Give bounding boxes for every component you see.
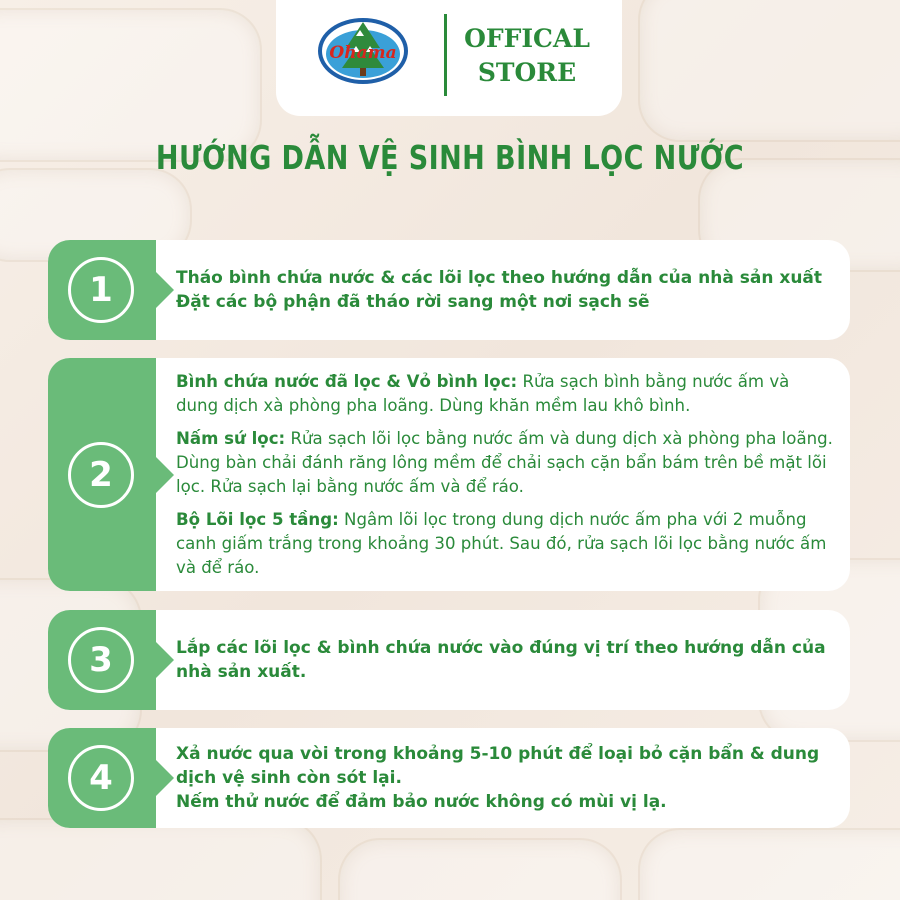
header-card [276,0,622,116]
step-number-badge: 2 [68,442,134,508]
step-number-tab [48,358,156,591]
official-store-label [462,22,592,90]
step-line: nhà sản xuất. [176,662,307,682]
logo-text: Ohama [329,43,397,63]
page-title: HƯỚNG DẪN VỆ SINH BÌNH LỌC NƯỚC [155,138,745,177]
step-number-tab [48,728,156,828]
store-line-2: STORE [477,58,577,87]
step-line: Xả nước qua vòi trong khoảng 5-10 phút để loại bỏ cặn bẩn & dung [176,744,820,764]
paragraph-text: Ngâm lõi lọc trong dung dịch nước ấm pha với 2 muỗng canh giấm trắng trong khoảng 30 phút. Sau đó, rửa sạch lõi lọc bằng nước ấm và để ráo. [176,509,827,577]
step-paragraph [176,427,836,499]
step-card-1 [48,240,850,340]
step-paragraph [176,508,836,580]
step-number-badge: 1 [68,257,134,323]
step-card-4 [48,728,850,828]
step-card-2 [48,358,850,591]
step-content [176,610,836,710]
step-paragraph [176,370,836,418]
step-line: Nếm thử nước để đảm bảo nước không có mùi vị lạ. [176,792,667,812]
header-divider [444,14,447,96]
step-content [176,728,836,828]
step-line: Đặt các bộ phận đã tháo rời sang một nơi sạch sẽ [176,292,650,312]
step-number-badge: 4 [68,745,134,811]
step-line: Tháo bình chứa nước & các lõi lọc theo hướng dẫn của nhà sản xuất [176,268,823,288]
paragraph-label: Bộ Lõi lọc 5 tầng: [176,509,339,529]
step-number-tab [48,610,156,710]
step-number-badge: 3 [68,627,134,693]
step-line: dịch vệ sinh còn sót lại. [176,768,402,788]
paragraph-text: Rửa sạch bình bằng nước ấm và dung dịch xà phòng pha loãng. Dùng khăn mềm lau khô bình. [176,371,790,415]
step-line: Lắp các lõi lọc & bình chứa nước vào đúng vị trí theo hướng dẫn của [176,638,826,658]
step-number-tab [48,240,156,340]
paragraph-label: Bình chứa nước đã lọc & Vỏ bình lọc: [176,371,518,391]
paragraph-text: Rửa sạch lõi lọc bằng nước ấm và dung dịch xà phòng pha loãng. Dùng bàn chải đánh răng lông mềm để chải sạch cặn bẩn bám trên bề mặt lõi lọc. Rửa sạch lại bằng nước ấm và để ráo. [176,428,833,496]
step-content [176,240,836,340]
step-content [176,358,836,591]
store-line-1: OFFICAL [464,24,590,53]
paragraph-label: Nấm sứ lọc: [176,428,286,448]
step-card-3 [48,610,850,710]
brand-logo [316,14,410,86]
